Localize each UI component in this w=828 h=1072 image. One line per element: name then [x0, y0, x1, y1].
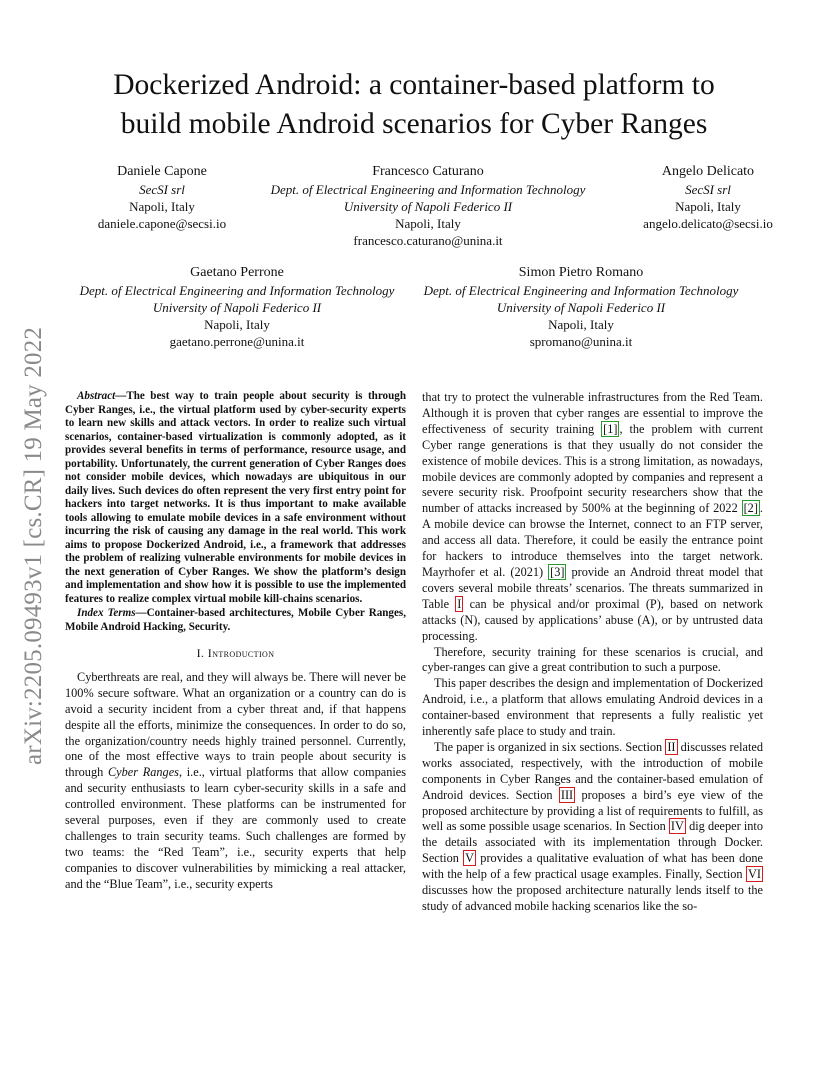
text-run: that try to protect the vulnerable infrastructures from the Red Team. Although it is proven that cyber ranges are essential to improve the effectiveness of security training — [422, 390, 763, 436]
author-affiliation: Dept. of Electrical Engineering and Information Technology — [270, 182, 586, 197]
index-terms — [65, 607, 406, 634]
author-location: Napoli, Italy — [204, 317, 270, 332]
author-university: University of Napoli Federico II — [496, 300, 666, 315]
author-email: gaetano.perrone@unina.it — [169, 334, 305, 349]
section-ref-link-vi[interactable]: VI — [748, 867, 761, 882]
text-run: , the problem with current Cyber range generations is that they usually do not consider the existence of mobile devices. This is a strong limitation, as nowadays, mobile devices are commonly adopted by companies and represent a severe security risk. Proofpoint security researchers show that the number of attacks increased by 500% at the beginning of 2022 — [422, 421, 763, 516]
author-location: Napoli, Italy — [129, 199, 195, 214]
author-block-capone — [72, 163, 252, 232]
abstract-text: —The best way to train people about security is through Cyber Ranges, i.e., the virtual platform used by cyber-security experts to learn new skills and attack vectors. In order to realize such virtual scenarios, container-based virtualization is commonly adopted, as it provides several benefits in terms of performance, resource usage, and portability. Unfortunately, the current generation of Cyber Ranges does not consider mobile devices, which nowadays are ubiquitous in our daily lives. Such devices do often represent the very first entry point for hackers into target networks. It is thus important to make available tools allowing to emulate mobile devices in a safe environment without incurring the risk of causing any damage in the real world. This work aims to propose Dockerized Android, i.e., a framework that addresses the problem of realizing vulnerable environments for mobile devices in the next generation of Cyber Ranges. We show the platform’s design and implementation and show how it is possible to use the implemented features to realize complex virtual mobile kill-chains scenarios. — [65, 390, 406, 605]
section-heading-introduction: I. Introduction — [196, 646, 275, 660]
author-name: Francesco Caturano — [372, 164, 484, 179]
paragraph-describes: This paper describes the design and implementation of Dockerized Android, i.e., a platform that allows emulating Android devices in a container-based environment that represents a fully realistic yet inherently safe place to study and train. — [422, 676, 763, 739]
citation-link-2[interactable]: [2] — [743, 501, 758, 516]
intro-paragraph-1 — [65, 670, 406, 893]
author-university: University of Napoli Federico II — [343, 199, 513, 214]
citation-link-1[interactable]: [1] — [603, 421, 618, 436]
index-terms-label: Index Terms — [77, 607, 136, 619]
author-location: Napoli, Italy — [395, 216, 461, 231]
abstract-label: Abstract — [77, 390, 116, 402]
author-affiliation: Dept. of Electrical Engineering and Information Technology — [423, 283, 739, 298]
text-run: . A mobile device can browse the Internet, connect to an FTP server, and access all data. Therefore, it could be easily the entrance point for hackers to introduce themselves into the target network. Mayrhofer et al. (2021) — [422, 501, 763, 579]
right-column — [422, 390, 763, 915]
author-location: Napoli, Italy — [548, 317, 614, 332]
text-run: proposes a bird’s eye view of the proposed architecture by providing a list of requirements to fulfill, as well as some possible usage scenarios. In Section — [422, 787, 763, 834]
left-column — [65, 390, 406, 893]
title-line-2: build mobile Android scenarios for Cyber Ranges — [120, 108, 708, 140]
section-ref-link-iv[interactable]: IV — [670, 819, 684, 834]
paper-title — [40, 66, 788, 144]
author-affiliation: SecSI srl — [139, 182, 185, 197]
author-location: Napoli, Italy — [675, 199, 741, 214]
author-name: Gaetano Perrone — [190, 265, 284, 280]
text-run: provide an Android threat model that covers several mobile threats’ scenarios. The threats summarized in Table — [422, 564, 764, 611]
author-email: spromano@unina.it — [529, 334, 633, 349]
text-run: The paper is organized in six sections. Section — [434, 739, 666, 754]
title-line-1: Dockerized Android: a container-based platform to — [113, 69, 715, 101]
section-ref-link-ii[interactable]: II — [667, 739, 676, 754]
author-email: daniele.capone@secsi.io — [97, 216, 227, 231]
author-block-romano — [396, 264, 766, 350]
section-ref-link-iii[interactable]: III — [560, 787, 574, 802]
author-email: angelo.delicato@secsi.io — [643, 216, 773, 231]
paragraph-training: Therefore, security training for these scenarios is crucial, and cyber-ranges can give a great contribution to such a purpose. — [422, 644, 763, 675]
text-run: discusses how the proposed architecture naturally lends itself to the study of advanced mobile hacking scenarios like the so- — [422, 883, 763, 913]
section-ref-link-v[interactable]: V — [465, 851, 475, 866]
author-block-perrone — [52, 264, 422, 350]
index-terms-text: —Container-based architectures, Mobile Cyber Ranges, Mobile Android Hacking, Security. — [65, 607, 406, 633]
arxiv-stamp: arXiv:2205.09493v1 [cs.CR] 19 May 2022 — [20, 326, 47, 765]
text-run: Cyberthreats are real, and they will always be. There will never be 100% secure software. What an organization or a country can do is avoid a security incident from a cyber threat and, if that happens despite all the efforts, minimize the consequences. In order to do so, the organization/country needs highly trained personnel. Currently, one of the most effective ways to train people about security is through — [65, 669, 406, 780]
table-ref-link[interactable]: I — [457, 596, 462, 611]
author-name: Simon Pietro Romano — [518, 265, 644, 280]
author-name: Daniele Capone — [117, 164, 207, 179]
citation-link-3[interactable]: [3] — [550, 564, 565, 579]
intro-paragraph-continued — [422, 390, 763, 645]
author-affiliation: Dept. of Electrical Engineering and Information Technology — [79, 283, 395, 298]
text-run: can be physical and/or proximal (P), based on network attacks (N), caused by applications’ abuse (A), or by untrusted data processing. — [422, 596, 763, 643]
author-name: Angelo Delicato — [661, 164, 755, 179]
author-block-delicato — [608, 163, 808, 232]
author-affiliation: SecSI srl — [685, 182, 731, 197]
abstract — [65, 390, 406, 606]
author-email: francesco.caturano@unina.it — [353, 233, 503, 248]
text-run: discusses related works associated, respectively, with the introduction of mobile components in Cyber Ranges and the container-based emulation of Android devices. Section — [422, 739, 763, 802]
author-university: University of Napoli Federico II — [152, 300, 322, 315]
emphasis-cyber-ranges: Cyber Ranges — [107, 765, 179, 780]
text-run: dig deeper into the details associated with its implementation through Docker. Section — [422, 819, 763, 866]
paragraph-organization — [422, 740, 763, 915]
author-block-caturano — [238, 163, 618, 249]
text-run: , i.e., virtual platforms that allow companies and security enthusiasts to learn cyber-security skills in a safe and controlled environment. These platforms can be instrumented for several purposes, even if they are commonly used to create challenges to train security teams. Such challenges are formed by two teams: the “Red Team”, i.e., security experts that help companies to discover vulnerabilities by mimicking a real attacker, and the “Blue Team”, i.e., security experts — [65, 765, 406, 891]
text-run: provides a qualitative evaluation of what has been done with the help of a few practical usage examples. Finally, Section — [422, 851, 763, 882]
